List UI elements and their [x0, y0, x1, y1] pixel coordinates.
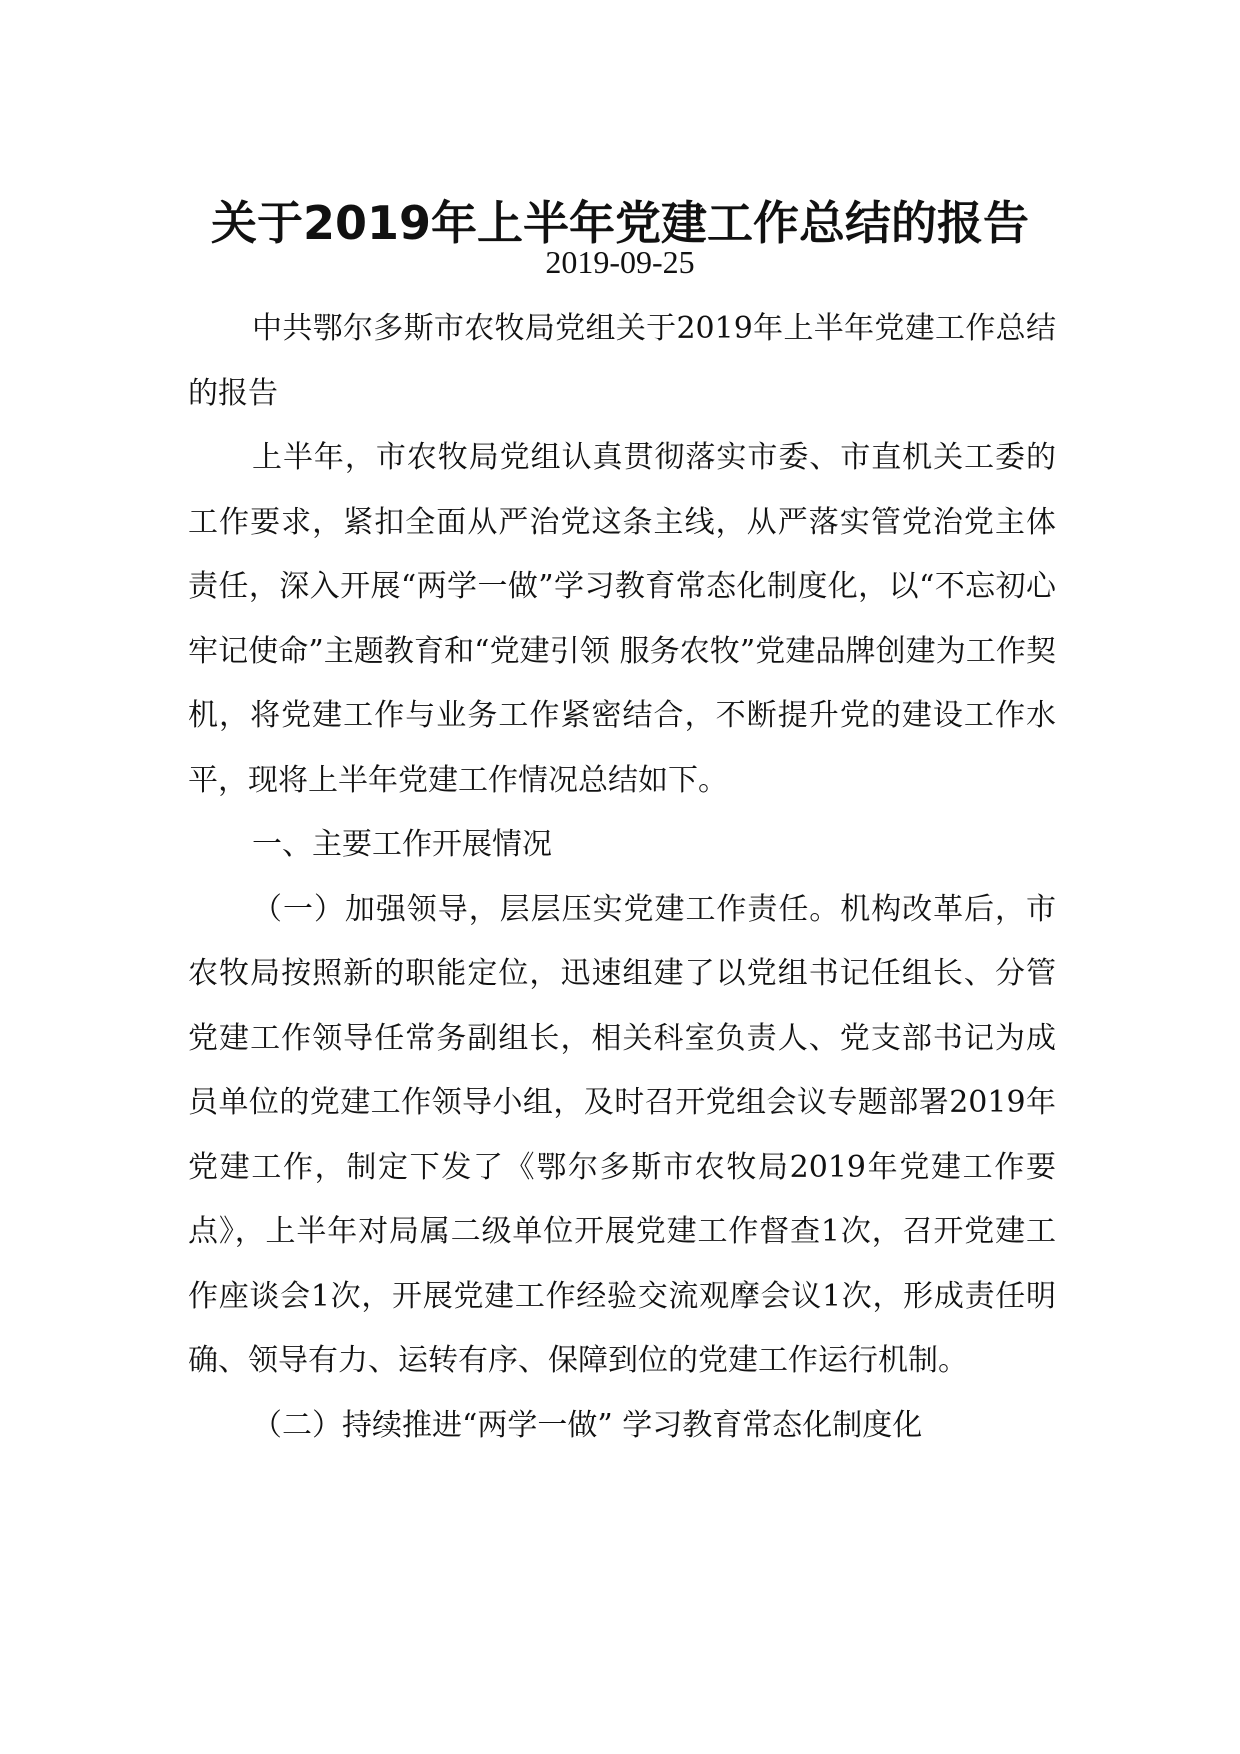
paragraph-intro: 上半年，市农牧局党组认真贯彻落实市委、市直机关工委的工作要求，紧扣全面从严治党这条主线，从严落实管党治党主体责任，深入开展“两学一做”学习教育常态化制度化，以“不忘初心牢记使命”主题教育和“党建引领 服务农牧”党建品牌创建为工作契机，将党建工作与业务工作紧密结合，不断提升党的建设工作水平，现将上半年党建工作情况总结如下。 [188, 440, 1056, 798]
paragraph-section-2: （二）持续推进“两学一做” 学习教育常态化制度化 [252, 1407, 923, 1443]
paragraph-section-1: （一）加强领导，层层压实党建工作责任。机构改革后，市农牧局按照新的职能定位，迅速组建了以党组书记任组长、分管党建工作领导任常务副组长，相关科室负责人、党支部书记为成员单位的党建工作领导小组，及时召开党组会议专题部署2019年党建工作，制定下发了《鄂尔多斯市农牧局2019年党建工作要点》，上半年对局属二级单位开展党建工作督查1次，召开党建工作座谈会1次，开展党建工作经验交流观摩会议1次，形成责任明确、领导有力、运转有序、保障到位的党建工作运行机制。 [188, 891, 1056, 1378]
section-heading-main-work: 一、主要工作开展情况 [252, 827, 552, 862]
document-title: 关于2019年上半年党建工作总结的报告 [210, 195, 1030, 250]
paragraph-report-heading: 中共鄂尔多斯市农牧局党组关于2019年上半年党建工作总结的报告 [188, 311, 1056, 411]
document-date: 2019-09-25 [545, 244, 695, 280]
document-body [188, 297, 1056, 1458]
